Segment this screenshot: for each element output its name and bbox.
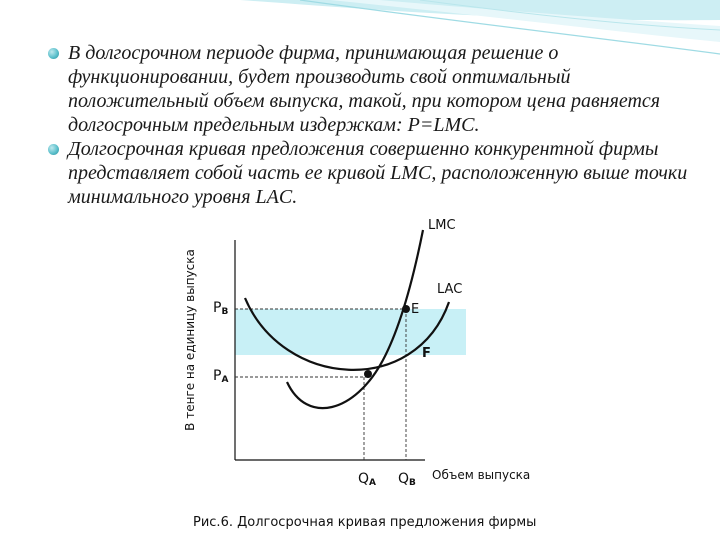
lmc-label: LMC (428, 218, 456, 233)
qty-b-label: QB (398, 471, 416, 488)
figure-caption: Рис.6. Долгосрочная кривая предложения фирмы (193, 515, 537, 530)
point-a-dot (364, 370, 372, 378)
price-a-label: PA (213, 368, 229, 385)
price-b-label: PB (213, 300, 229, 317)
bullet-item (48, 137, 688, 209)
point-f-label: F (422, 346, 431, 361)
shaded-area (235, 309, 466, 355)
bullet-text: Долгосрочная кривая предложения совершенно конкурентной фирмы представляет собой часть ее кривой LMC, расположенную выше точки минимального уровня LAC. (68, 138, 688, 208)
bullet-marker-icon (48, 144, 59, 155)
qty-a-label: QA (358, 471, 376, 488)
point-e-label: E (411, 302, 420, 317)
lac-label: LAC (437, 282, 463, 297)
bullet-list (48, 41, 688, 209)
y-axis-title: В тенге на единицу выпуска (183, 249, 197, 431)
bullet-text: В долгосрочном периоде фирма, принимающая решение о функционировании, будет производить свой оптимальный положительный объем выпуска, такой, при котором цена равняется долгосрочным предельным издержкам: P=LMC. (68, 42, 661, 136)
point-e-dot (402, 305, 410, 313)
bullet-marker-icon (48, 48, 59, 59)
x-axis-title: Объем выпуска (432, 468, 531, 482)
supply-curve-figure (175, 220, 575, 535)
bullet-item (48, 41, 688, 137)
